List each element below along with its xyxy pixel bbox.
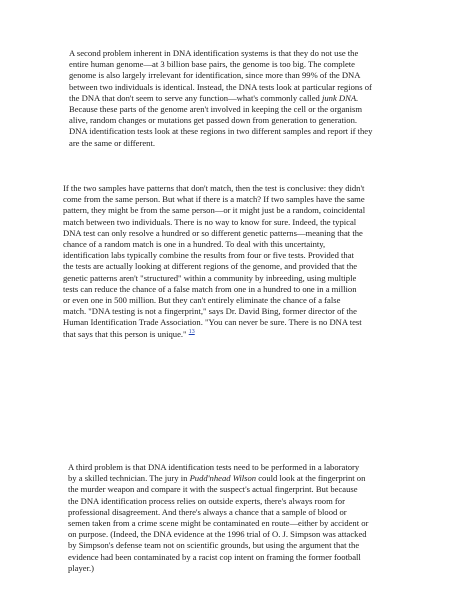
text-line: DNA test can only resolve a hundred or so different genetic patterns—meaning that the [63,227,363,238]
text-fragment: could look at the fingerprint on [256,473,366,484]
paragraph-junk-dna [69,48,409,149]
text-line: alive, random changes or mutations get passed down from generation to generation. [69,115,358,126]
paragraph-match-probability [63,183,408,340]
text-line: or even one in 500 million. But they can't entirely eliminate the chance of a false [63,295,341,306]
italic-term-junk-dna: junk DNA. [321,92,359,103]
text-line: the tests are actually looking at different regions of the genome, and provided that the [63,261,358,272]
text-line: the DNA identification process relies on outside experts, there's always room for [68,495,345,506]
text-line: genetic patterns aren't "structured" within a community by inbreeding, using multiple [63,272,357,283]
text-line [68,473,406,484]
text-line: Because these parts of the genome aren't involved in keeping the cell or the organism [69,104,363,115]
text-line [63,329,408,340]
text-line: evidence had been contaminated by a racist cop intent on framing the former football [68,551,361,562]
text-line: Human Identification Trade Association. "You can never be sure. There is no DNA test [63,317,362,328]
text-line: A second problem inherent in DNA identification systems is that they do not use the [69,48,359,58]
text-fragment: by a skilled technician. The jury in [68,473,190,484]
text-line: the murder weapon and compare it with the suspect's actual fingerprint. But because [68,484,358,495]
text-line: by Simpson's defense team not on scientific grounds, but using the argument that the [68,540,360,551]
text-line: professional disagreement. And there's always a chance that a sample of blood or [68,506,347,517]
text-line: genome is also largely irrelevant for identification, since more than 99% of the DNA [69,70,361,81]
text-line: match. "DNA testing is not a fingerprint," says Dr. David Bing, former director of the [63,306,357,317]
text-line: If the two samples have patterns that don't match, then the test is conclusive: they didn't [63,183,365,193]
text-line: DNA identification tests look at these regions in two different samples and report if they [69,126,373,137]
text-line: on purpose. (Indeed, the DNA evidence at the 1996 trial of O. J. Simpson was attacked [68,529,367,540]
italic-title-puddnhead-wilson: Pudd'nhead Wilson [189,473,257,484]
text-line: are the same or different. [69,137,155,148]
text-fragment: that says that this person is unique." [63,328,189,339]
text-line: match between two individuals. There is no way to know for sure. Indeed, the typical [63,216,357,227]
text-line: A third problem is that DNA identification tests need to be performed in a laboratory [68,462,360,472]
text-line: come from the same person. But what if there is a match? If two samples have the same [63,194,365,205]
footnote-link[interactable]: 13 [188,328,195,335]
text-line: entire human genome—at 3 billion base pairs, the genome is too big. The complete [69,59,355,70]
text-line: pattern, they might be from the same person—or it might just be a random, coincidental [63,205,366,216]
text-line: between two individuals is identical. Instead, the DNA tests look at particular regions of [69,81,372,92]
text-line: chance of a random match is one in a hundred. To deal with this uncertainty, [63,239,326,250]
text-line: identification labs typically combine the results from four or five tests. Provided that [63,250,354,261]
text-line: player.) [68,562,95,573]
text-fragment: the DNA that don't seem to serve any function—what's commonly called [69,92,322,103]
text-line: tests can reduce the chance of a false match from one in a hundred to one in a million [63,283,357,294]
text-line [69,93,409,104]
text-line: semen taken from a crime scene might be contaminated en route—either by accident or [68,518,369,529]
paragraph-lab-contamination [68,462,406,574]
